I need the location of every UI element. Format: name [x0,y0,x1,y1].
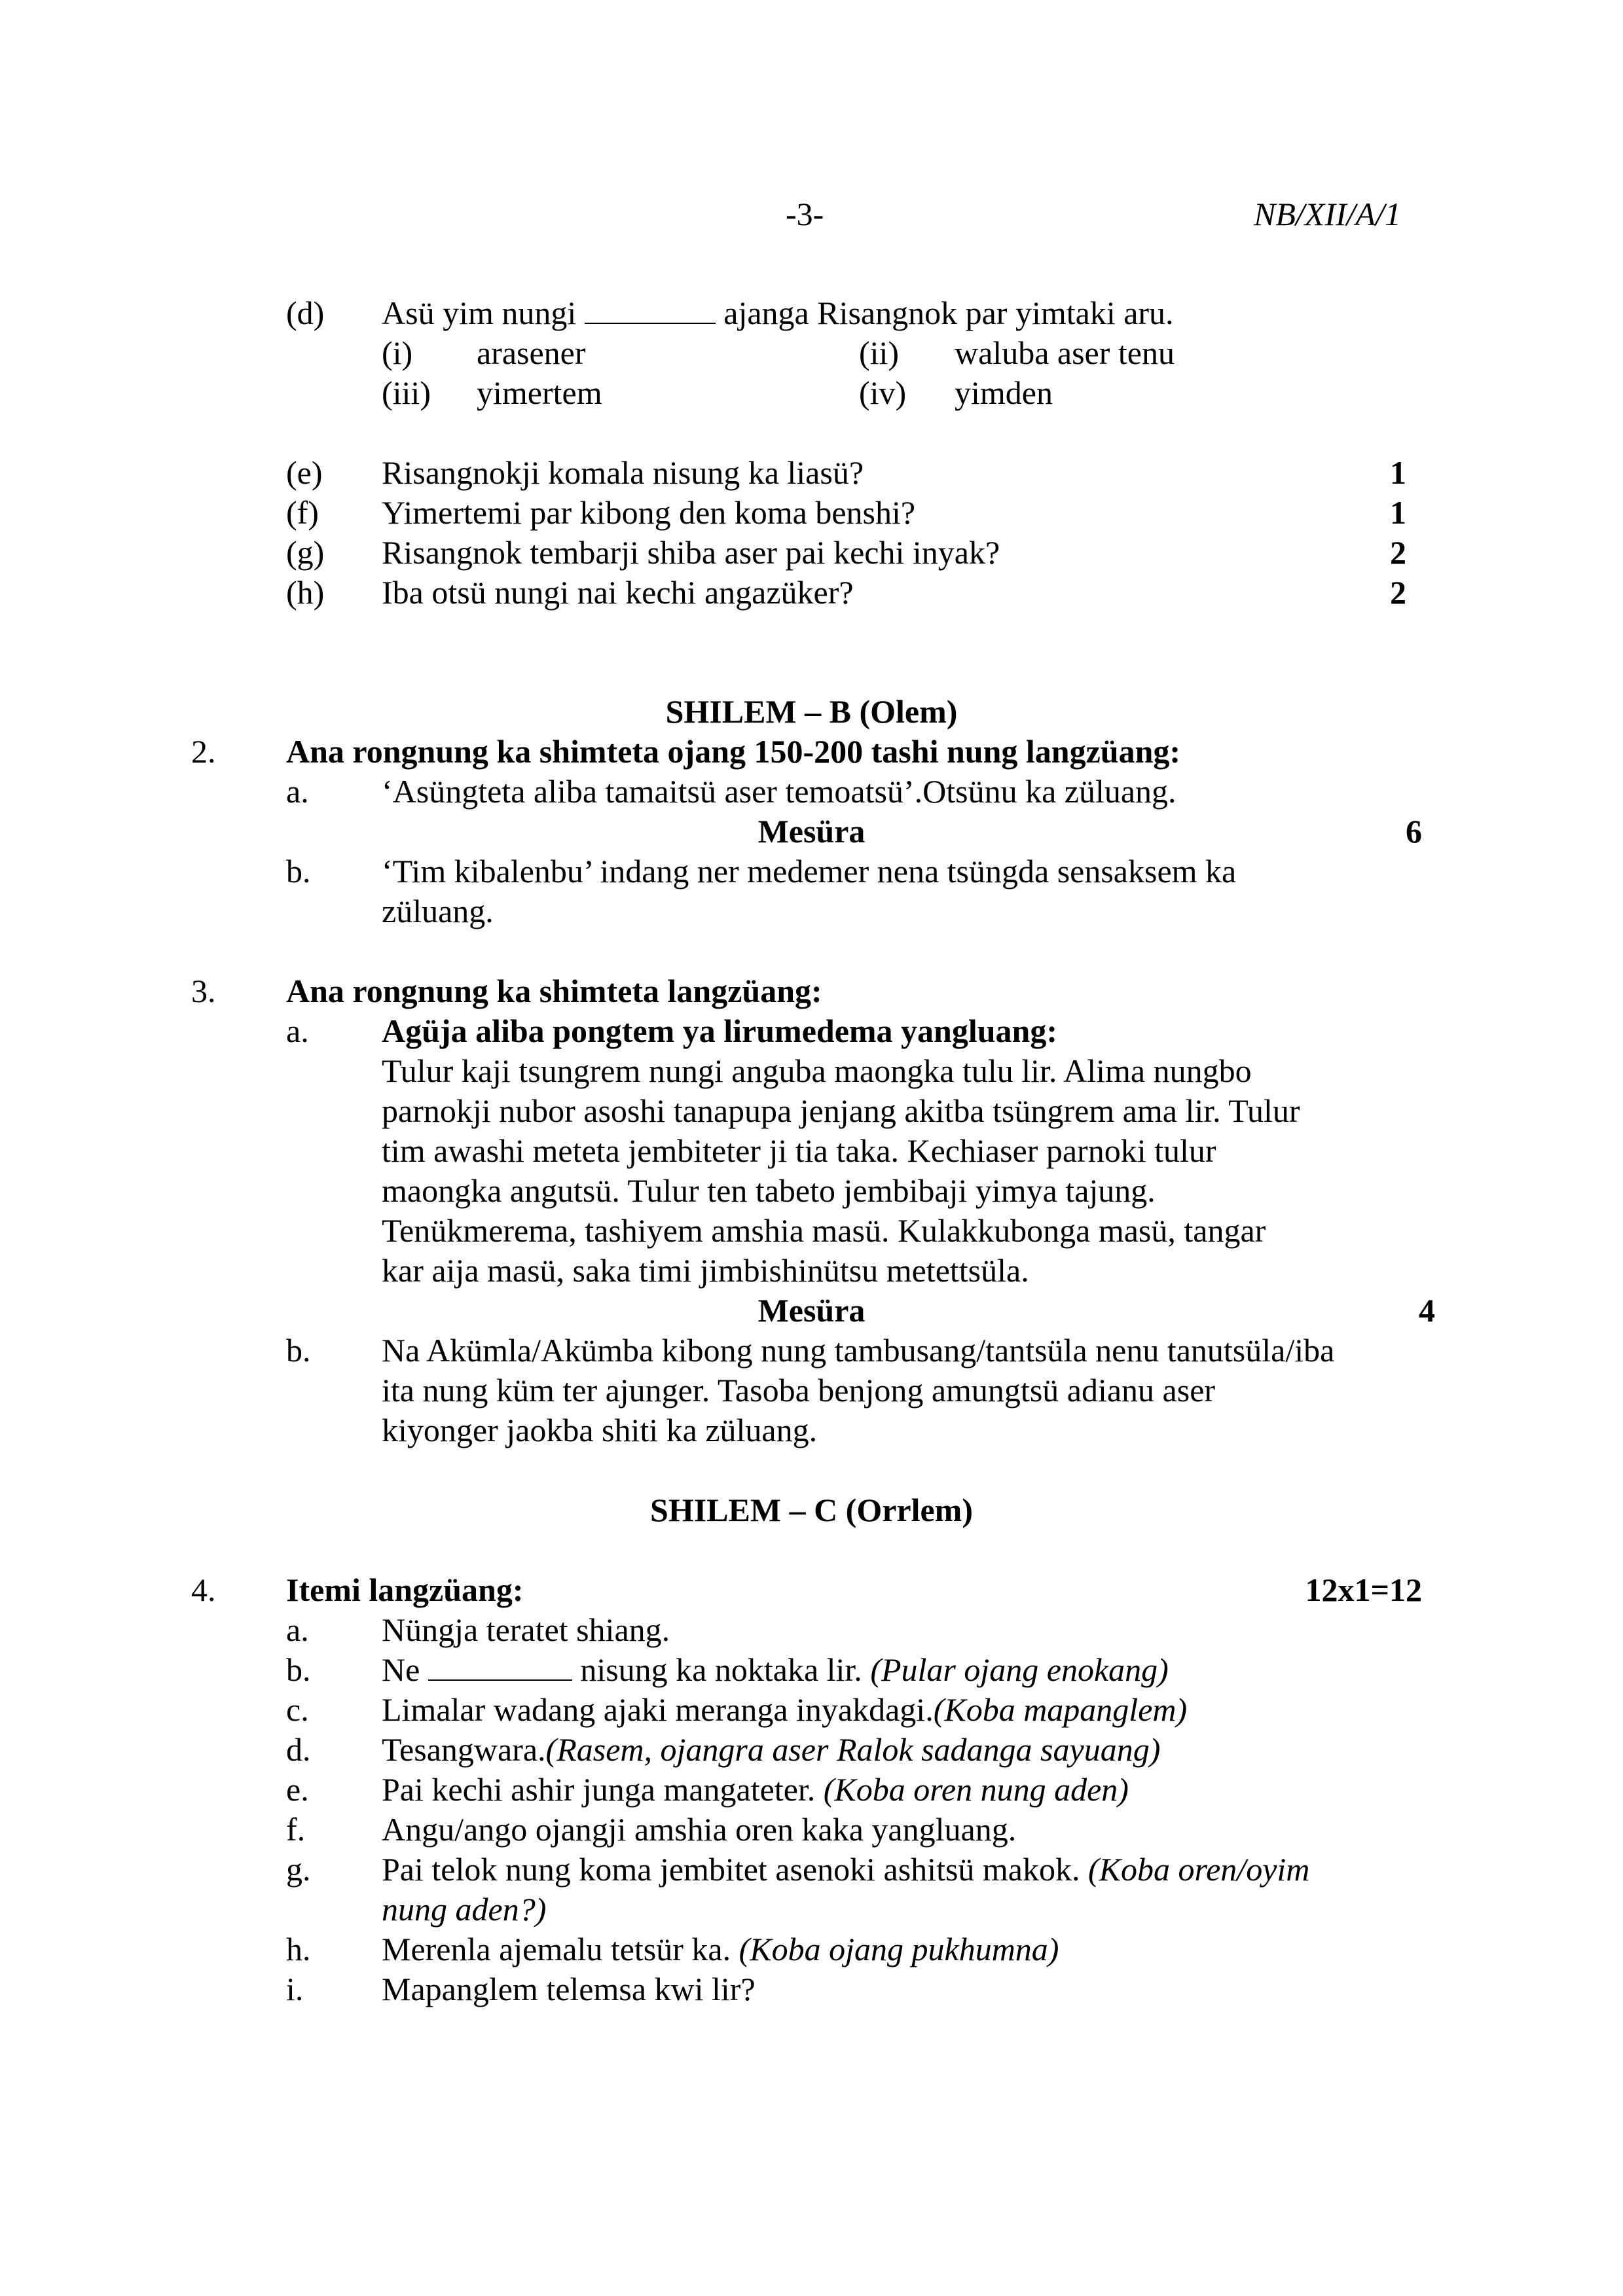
item-text: ita nung küm ter ajunger. Tasoba benjong amungtsü adianu aser [382,1372,1216,1408]
item-text: Nüngja teratet shiang. [382,1611,670,1648]
item-text: ‘Asüngteta aliba tamaitsü aser temoatsü’.Otsünu ka züluang. [382,773,1176,810]
item-text [382,1653,1169,1686]
question-instruction: Itemi langzüang: [286,1571,524,1608]
item-body: Merenla ajemalu tetsür ka. [382,1931,739,1967]
option-text: arasener [477,334,586,371]
item-label: (h) [286,574,325,611]
item-text [382,1773,1129,1806]
item-note: (Koba oren nung aden) [823,1771,1129,1808]
item-marks: 2 [1390,534,1406,571]
item-body: Tesangwara. [382,1731,546,1768]
item-label: b. [286,1332,311,1369]
text-before-blank: Asü yim nungi [382,295,577,331]
item-label: (f) [286,494,319,531]
item-label: c. [286,1691,309,1728]
item-text: Yimertemi par kibong den koma benshi? [382,494,916,531]
question-instruction: Ana rongnung ka shimteta ojang 150-200 tashi nung langzüang: [286,733,1181,770]
item-label: h. [286,1931,311,1967]
item-marks: 2 [1390,574,1406,611]
item-label: a. [286,1013,309,1049]
item-label: a. [286,773,309,810]
text-after-blank: ajanga Risangnok par yimtaki aru. [723,295,1174,331]
item-label: d. [286,1731,311,1768]
item-label: (d) [286,295,325,331]
question-number: 3. [191,973,216,1009]
item-text: Risangnokji komala nisung ka liasü? [382,454,864,491]
item-text: Angu/ango ojangji amshia oren kaka yangluang. [382,1811,1017,1848]
passage-line: maongka angutsü. Tulur ten tabeto jembibaji yimya tajung. [382,1172,1156,1209]
or-label: Mesüra [757,1292,866,1329]
item-label: e. [286,1771,309,1808]
item-label: f. [286,1811,306,1848]
option-num: (ii) [859,334,900,371]
item-text: Risangnok tembarji shiba aser pai kechi inyak? [382,534,1000,571]
answer-blank [585,296,716,324]
item-text [382,296,1174,329]
passage-line: tim awashi meteta jembiteter ji tia taka. Kechiaser parnoki tulur [382,1132,1216,1169]
option-text: waluba aser tenu [955,334,1175,371]
item-heading: Agüja aliba pongtem ya lirumedema yangluang: [382,1013,1058,1049]
item-note: (Rasem, ojangra aser Ralok sadanga sayuang) [545,1731,1161,1768]
passage-line: parnokji nubor asoshi tanapupa jenjang akitba tsüngrem ama lir. Tulur [382,1092,1300,1129]
paper-code: NB/XII/A/1 [1254,196,1401,232]
question-marks: 4 [1419,1292,1435,1329]
item-body: Pai telok nung koma jembitet asenoki ashitsü makok. [382,1851,1089,1888]
section-c-title: SHILEM – C (Orrlem) [650,1492,973,1528]
item-label: g. [286,1851,311,1888]
text-before-blank: Ne [382,1651,420,1688]
question-marks: 6 [1406,813,1422,850]
item-note: (Koba mapanglem) [933,1691,1188,1728]
item-text: Na Akümla/Akümba kibong nung tambusang/tantsüla nenu tanutsüla/iba [382,1332,1335,1369]
item-text: Mapanglem telemsa kwi lir? [382,1971,756,2007]
answer-blank [428,1653,572,1681]
item-text: kiyonger jaokba shiti ka züluang. [382,1412,818,1448]
option-num: (i) [382,334,413,371]
item-text: Iba otsü nungi nai kechi angazüker? [382,574,854,611]
item-text [382,1853,1309,1886]
item-label: i. [286,1971,304,2007]
item-text: ‘Tim kibalenbu’ indang ner medemer nena tsüngda sensaksem ka [382,853,1237,889]
item-note: (Koba ojang pukhumna) [739,1931,1059,1967]
item-label: (e) [286,454,323,491]
passage-line: kar aija masü, saka timi jimbishinütsu metettsüla. [382,1252,1029,1289]
item-body: Pai kechi ashir junga mangateter. [382,1771,824,1808]
option-text: yimertem [477,374,602,411]
item-text [382,1933,1059,1965]
item-marks: 1 [1390,454,1406,491]
passage-line: Tulur kaji tsungrem nungi anguba maongka tulu lir. Alima nungbo [382,1052,1252,1089]
question-number: 2. [191,733,216,770]
option-num: (iv) [859,374,907,411]
item-body: Limalar wadang ajaki meranga inyakdagi. [382,1691,934,1728]
item-note: (Koba oren/oyim [1088,1851,1310,1888]
item-text [382,1693,1187,1726]
option-num: (iii) [382,374,431,411]
item-label: a. [286,1611,309,1648]
question-marks: 12x1=12 [1305,1571,1422,1608]
item-label: (g) [286,534,325,571]
item-text: züluang. [382,893,494,929]
item-marks: 1 [1390,494,1406,531]
section-b-title: SHILEM – B (Olem) [665,693,958,730]
item-body: nisung ka noktaka lir. [580,1651,871,1688]
item-note: (Pular ojang enokang) [870,1651,1169,1688]
or-label: Mesüra [757,813,866,850]
option-text: yimden [955,374,1053,411]
item-note: nung aden?) [382,1891,547,1928]
question-number: 4. [191,1571,216,1608]
item-text [382,1733,1160,1766]
item-label: b. [286,853,311,889]
passage-line: Tenükmerema, tashiyem amshia masü. Kulakkubonga masü, tangar [382,1212,1266,1249]
item-label: b. [286,1651,311,1688]
page-number: -3- [786,196,824,232]
question-instruction: Ana rongnung ka shimteta langzüang: [286,973,822,1009]
